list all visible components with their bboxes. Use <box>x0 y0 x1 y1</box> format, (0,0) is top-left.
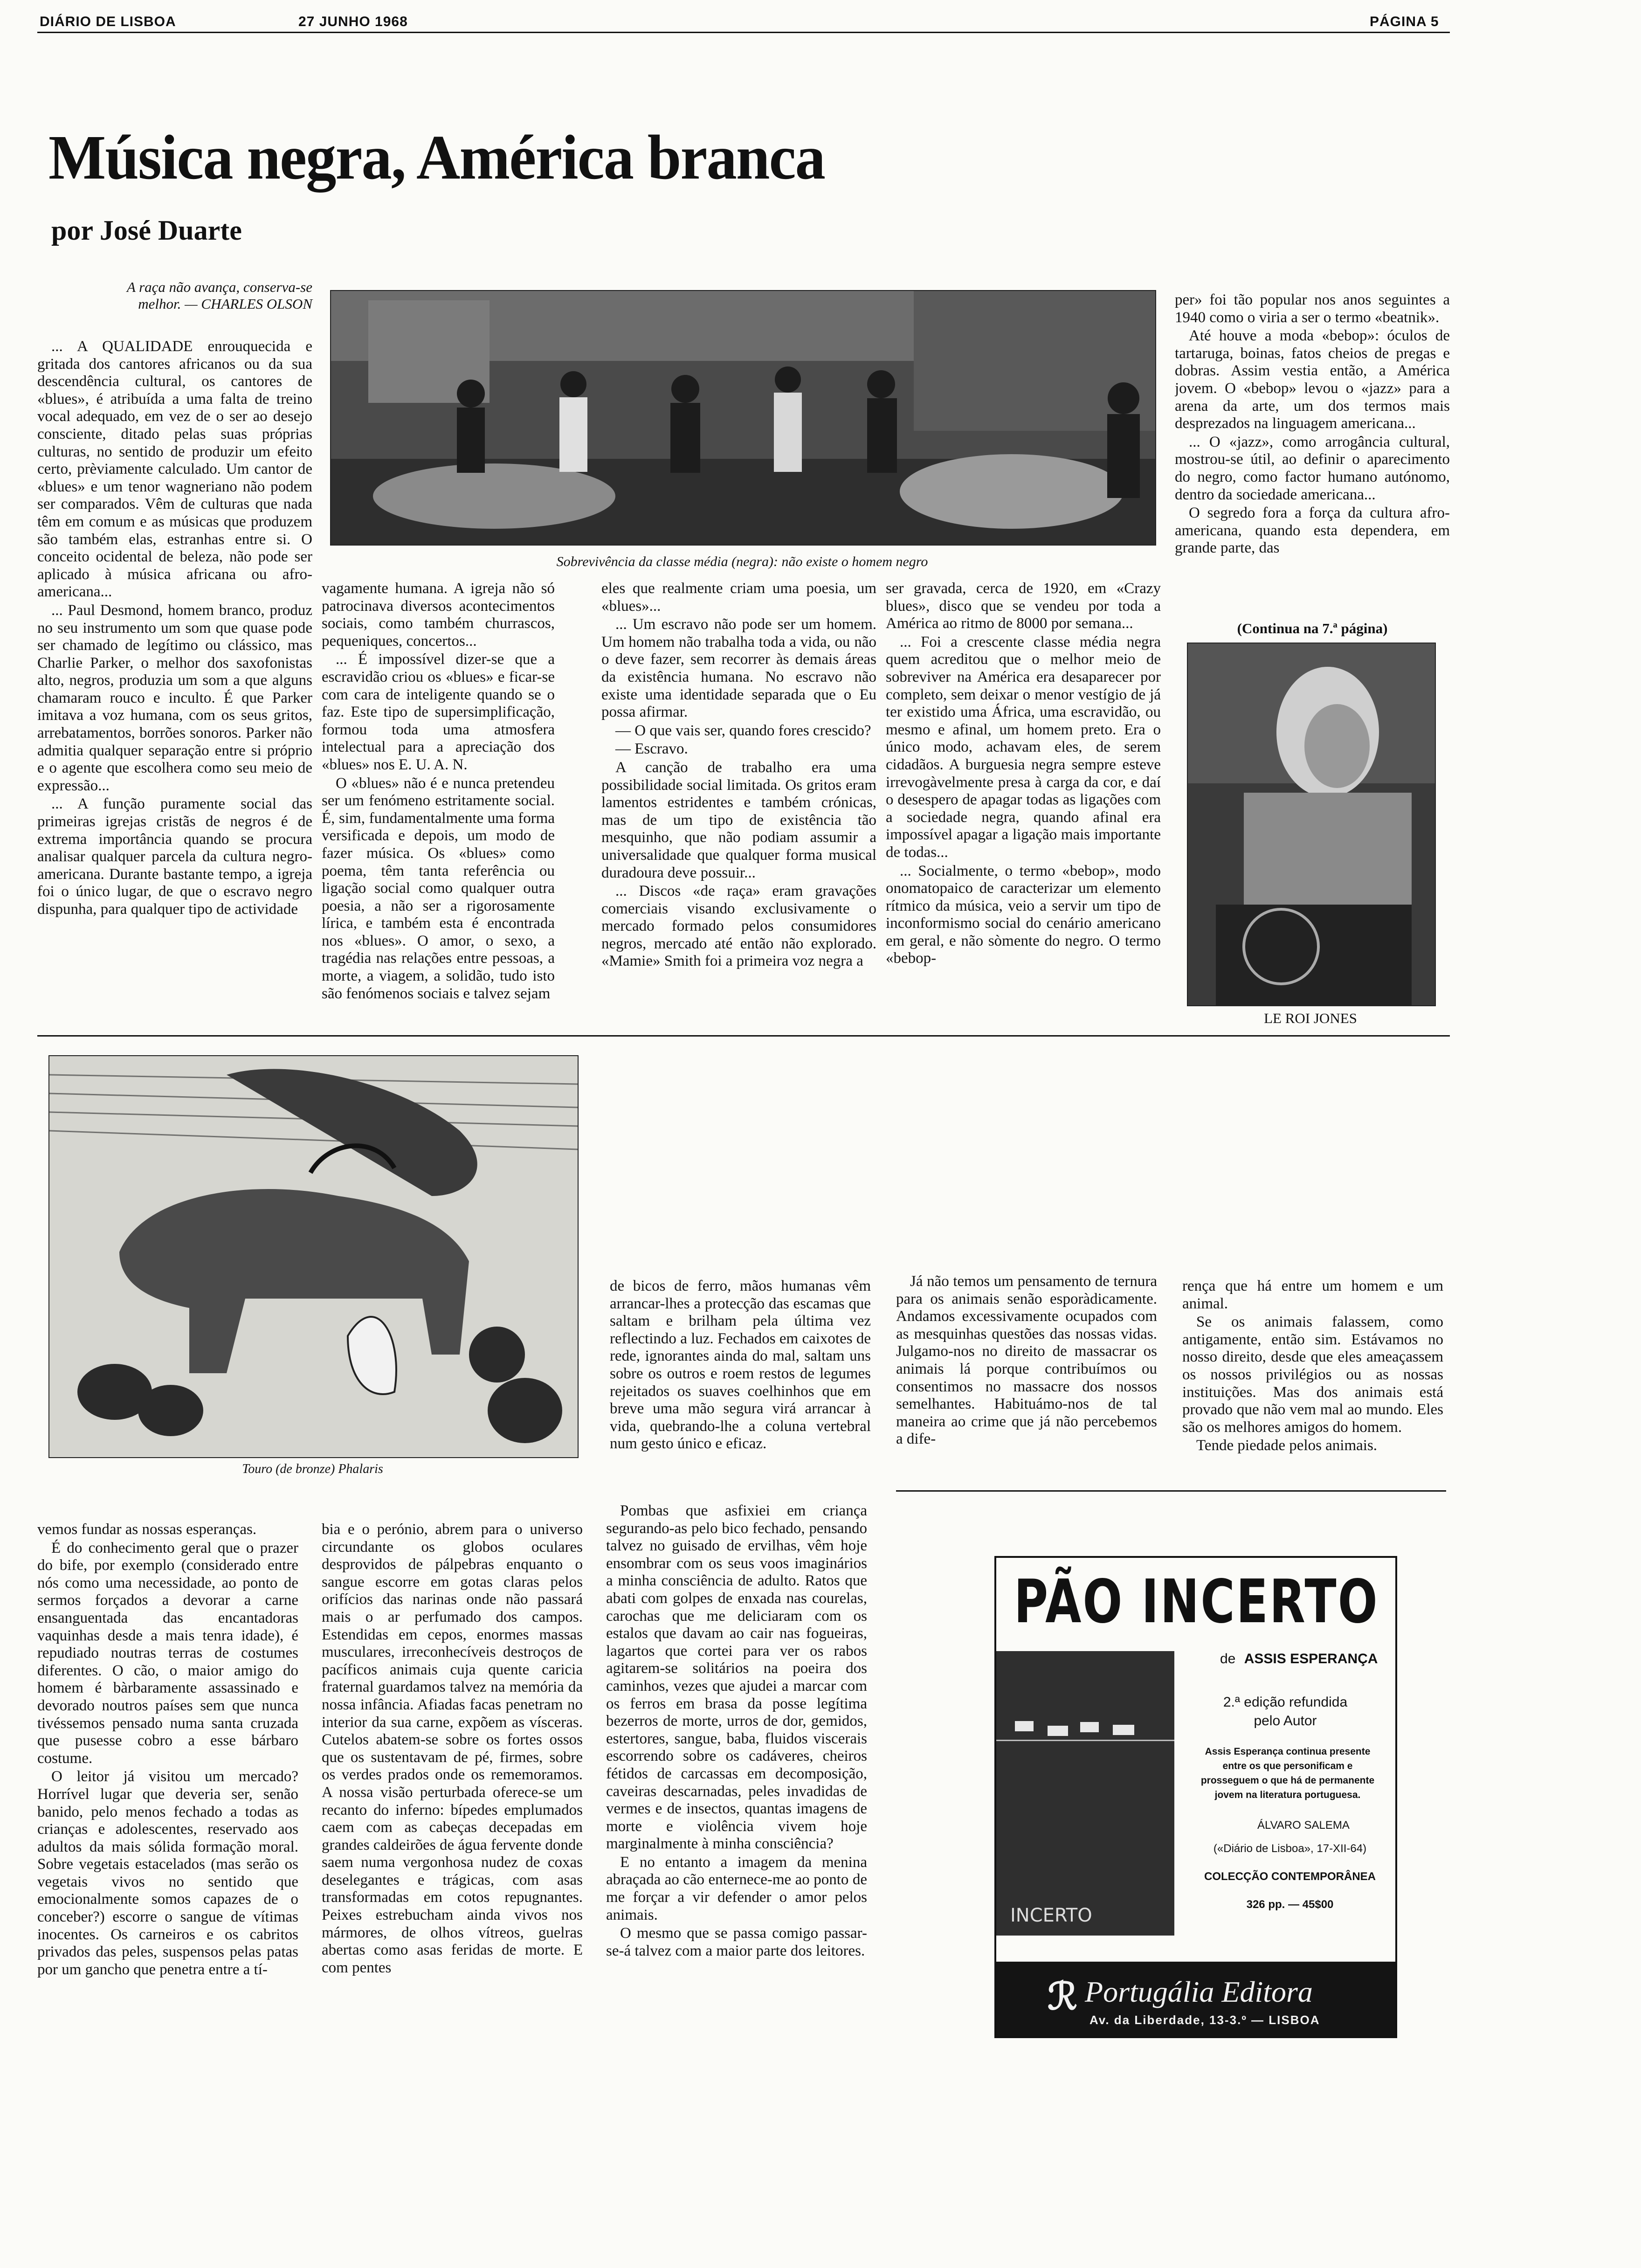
essay-upper-column-1 <box>610 1278 871 1497</box>
ad-edition-line: 2.ª edição refundida <box>1223 1694 1348 1710</box>
ad-author-name: ASSIS ESPERANÇA <box>1244 1651 1378 1666</box>
paragraph: — O que vais ser, quando fores crescido? <box>615 722 871 739</box>
ad-collection: COLECÇÃO CONTEMPORÂNEA <box>1204 1870 1376 1883</box>
article-column-3 <box>601 580 876 1029</box>
paragraph: O leitor já visitou um mercado? Horrível lugar que deveria ser, senão banido, pelo menos fechado a todas as crianças e adolescentes, reservado aos adultos da mais sólida formação moral. Sobre vegetais estacelados (mas serão os vegetais vivos no sentido que emocionalmente somos capazes de o conceber?) escorre o sangue de vítimas inocentes. Os carneiros e os cabritos privados das peles, suspensos pelas patas por um gancho que penetra entre a tí- <box>37 1768 298 1978</box>
publisher-logo-icon: ℛ <box>1048 1977 1077 2018</box>
article-column-1 <box>37 338 312 1028</box>
paragraph: Já não temos um pensamento de ternura para os animais senão esporàdicamente. Andamos excessivamente ocupados com as mesquinhas questões das nossas vidas. Julgamo-nos no direito de massacrar os animais lá porque contribuímos ou consentimos no massacre dos nossos semelhantes. Habituámo-nos de tal maneira ao crime que já não percebemos a dife- <box>896 1273 1157 1448</box>
paragraph: ... Socialmente, o termo «bebop», modo onomatopaico de caracterizar um elemento rítmico da música, veio a servir um tipo de inconformismo social do cenário americano em geral, e não sòmente do negro. O termo «bebop- <box>886 862 1161 967</box>
le-roi-jones-portrait <box>1187 643 1436 1006</box>
epigraph <box>51 279 312 312</box>
paragraph: Até houve a moda «bebop»: óculos de tartaruga, boinas, fatos cheios de pregas e dobras. Assim vestia então, a América jovem. O «bebop» levou o «jazz» para a arena da arte, um dos termos mais desprezados na linguagem americana... <box>1175 327 1450 432</box>
paragraph: vemos fundar as nossas esperanças. <box>37 1521 257 1538</box>
ad-critic: ÁLVARO SALEMA <box>1257 1819 1350 1832</box>
paragraph: O mesmo que se passa comigo passar-se-á talvez com a maior parte dos leitores. <box>606 1925 867 1959</box>
paragraph: É do conhecimento geral que o prazer do bife, por exemplo (considerado entre nós como uma necessidade, ao ponto de sermos forçados a devorar a carne ensanguentada das encantadoras vaquinhas desde a mais tenra idade), é repudiado noutras terras de costumes diferentes. O cão, o maior amigo do homem é bàrbaramente assassinado e devorado noutros países sem que nunca tivéssemos pensado numa santa cruzada que pusesse cobro a esse bárbaro costume. <box>37 1539 298 1767</box>
essay-lower-column-2 <box>322 1521 583 2074</box>
newspaper-name: DIÁRIO DE LISBOA <box>40 14 176 29</box>
bronze-bull-engraving <box>48 1055 579 1458</box>
paragraph: Pombas que asfixiei em criança segurando-as pelo bico fechado, pensando talvez no guisado de ervilhas, vêm hoje ensombrar com os seus voos imaginários a minha consciência de adulto. Ratos que abati com golpes de enxada nas courelas, carochas que me deliciaram com os estalos que davam ao cair nas fogueiras, lagartos que cortei para ver os rabos agitarem-se solitários na poeira dos caminhos, vezes que ajudei a marcar com os ferros em brasa da posse legítima bezerros de morte, urros de dor, gemidos, estertores, sangue, baba, fluidos viscerais escorrendo sobre os cadáveres, cheiros fétidos de carcassas em decomposição, caveiras descarnadas, peles invadidas de vermes e de insectos, quantas imagens de morte e violência vivem hoje marginalmente à minha consciência? <box>606 1502 867 1853</box>
paragraph: — Escravo. <box>615 740 688 758</box>
photo-caption: Sobrevivência da classe média (negra): não existe o homem negro <box>556 554 928 569</box>
crowd-photo <box>330 290 1156 546</box>
paragraph: Tende piedade pelos animais. <box>1196 1437 1378 1454</box>
ad-cover-text: INCERTO <box>1010 1905 1092 1926</box>
essay-lower-column-1 <box>37 1521 298 2074</box>
book-advertisement[interactable] <box>994 1556 1397 2038</box>
engraving-caption: Touro (de bronze) Phalaris <box>242 1462 383 1476</box>
portrait-caption: LE ROI JONES <box>1264 1010 1357 1026</box>
ad-publisher-name: Portugália Editora <box>1085 1975 1313 2008</box>
ad-edition <box>1192 1693 1379 1730</box>
paragraph: A canção de trabalho era uma possibilidade social limitada. Os gritos eram lamentos estridentes e também crónicas, mas de um tipo de existência tão mesquinho, que não podiam assumir a universalidade que qualquer forma musical duradoura deve possuir... <box>601 759 876 881</box>
ad-author-prefix: de <box>1220 1651 1236 1666</box>
article-column-2 <box>322 580 555 1029</box>
article-column-4 <box>886 580 1161 1029</box>
ad-edition-line: pelo Autor <box>1254 1713 1317 1729</box>
ad-book-cover <box>996 1651 1174 1936</box>
header-rule <box>37 32 1450 33</box>
essay-lower-column-3 <box>606 1502 867 2074</box>
paragraph: O segredo fora a força da cultura afro-americana, quando esta dependera, em grande parte, das <box>1175 505 1450 557</box>
paragraph: E no entanto a imagem da menina abraçada ao cão enternece-me ao ponto de me forçar a vir defender o amor pelos animais. <box>606 1853 867 1923</box>
article-byline: por José Duarte <box>51 215 242 246</box>
paragraph: eles que realmente criam uma poesia, um «blues»... <box>601 580 876 615</box>
essay-divider <box>896 1490 1446 1492</box>
paragraph: rença que há entre um homem e um animal. <box>1182 1278 1443 1312</box>
epigraph-line: A raça não avança, conserva-se <box>126 279 312 295</box>
paragraph: vagamente humana. A igreja não só patrocinava diversos acontecimentos sociais, como também churrascos, pequeniques, concertos... <box>322 580 555 650</box>
paragraph: ... É impossível dizer-se que a escravidão criou os «blues» e ficar-se com cara de inteligente quando se o faz. Este tipo de supersimplificação, formou toda uma atmosfera intelectual para a apreciação dos «blues» nos E. U. A. N. <box>322 651 555 773</box>
paragraph: de bicos de ferro, mãos humanas vêm arrancar-lhes a protecção das escamas que saltam e brilham pela última vez reflectindo a luz. Fechados em caixotes de rede, ignorantes ainda do mal, saltam uns sobre os outros e roem restos de legumes rejeitados os suaves coelhinhos que em breve uma mão segura virá arrancar à vida, quebrando-lhe a coluna vertebral num gesto único e eficaz. <box>610 1278 871 1452</box>
paragraph: bia e o perónio, abrem para o universo circundante os globos oculares desprovidos de pálpebras enquanto o sangue escorre em gotas claras pelos orifícios das narinas onde não passará mais o ar perfumado dos campos. Estendidas em cepos, enormes massas musculares, irreconhecíveis destroços de pacíficos animais cuja quente caricia fraternal guardamos talvez na memória da nossa infância. Afiadas facas penetram no interior da sua carne, expõem as vísceras. Cutelos abatem-se sobre os fortes ossos que os sustentavam de pé, firmes, sobre os verdes prados onde os rememoramos. A nossa visão perturbada oferece-se um recanto do inferno: bípedes emplumados caem com as cabeças decepadas em grandes caldeirões de água fervente donde saem numa vergonhosa nudez de coxas deselegantes e trágicas, com asas transformadas em cotos repugnantes. Peixes estrebucham ainda vivos nos mármores, de olhos vítreos, guelras abertas como asas feridas de morte. E com pentes <box>322 1521 583 1976</box>
essay-upper-column-3 <box>1182 1278 1443 1497</box>
paragraph: ... Um escravo não pode ser um homem. Um homem não trabalha toda a vida, ou não o deve fazer, sem recorrer às demais áreas da existência humana. No escravo não existe uma identidade separada que o Eu possa afirmar. <box>601 616 876 721</box>
paragraph: ser gravada, cerca de 1920, em «Crazy blues», disco que se vendeu por toda a América ao ritmo de 8000 por semana... <box>886 580 1161 632</box>
continued-note[interactable]: (Continua na 7.ª página) <box>1237 620 1388 636</box>
section-divider <box>37 1035 1450 1037</box>
paragraph: ... O «jazz», como arrogância cultural, mostrou-se útil, ao definir o aparecimento do negro, como factor humano autónomo, dentro da sociedade americana... <box>1175 433 1450 503</box>
paragraph: ... A QUALIDADE enrouquecida e gritada dos cantores africanos ou da sua descendência cultural, os cantores de «blues», é atribuída a uma falta de treino vocal adequado, em vez de o ser ao desejo consciente, ditado pelas suas próprias culturas, no sentido de produzir um efeito certo, prèviamente calculado. Um cantor de «blues» e um tenor wagneriano não podem ser comparados. Vêm de culturas que nada têm em comum e as músicas que produzem são também elas, estranhas entre si. O conceito ocidental de beleza, não pode ser aplicado à música africana ou afro-americana... <box>37 338 312 601</box>
ad-book-title: PÃO INCERTO <box>1014 1567 1379 1637</box>
paragraph: Se os animais falassem, como antigamente, então sim. Estávamos no nosso direito, desde que eles ameaçassem os nossos privilégios ou as nossas instituições. Mas dos animais está provado que não vem mal ao mundo. Eles são os melhores amigos do homem. <box>1182 1314 1443 1436</box>
article-title: Música negra, América branca <box>48 123 825 193</box>
paragraph: O «blues» não é e nunca pretendeu ser um fenómeno estritamente social. É, sim, fundamentalmente uma forma versificada e depois, um modo de fazer música. Os «blues» como poema, têm tanta referência ou ligação social como qualquer outra poesia, a não ser a rigorosamente lírica, e também esta é encontrada nos «blues». O amor, o sexo, a tragédia nas relações entre pessoas, a morte, a viagem, a solidão, tudo isto são fenómenos sociais e talvez sejam <box>322 774 555 1002</box>
ad-price: 326 pp. — 45$00 <box>1246 1898 1334 1911</box>
issue-date: 27 JUNHO 1968 <box>298 14 408 29</box>
paragraph: ... A função puramente social das primeiras igrejas cristãs de negros é de extrema importância quando se procura analisar qualquer parcela da cultura negro-americana. Durante bastante tempo, a igreja foi o único lugar, de que o escravo negro dispunha, para qualquer tipo de actividade <box>37 795 312 918</box>
paragraph: ... Paul Desmond, homem branco, produz no seu instrumento um som que quase pode ser chamado de legítimo ou clássico, mas Charlie Parker, o melhor dos saxofonistas alto, negros, produzia um som a que alguns chamaram rouco e inculto. É que Parker imitava a voz humana, com os seus gritos, arrebatamentos, borrões sonoros. Parker não admitia qualquer separação entre si próprio e o agente que escolhera como seu meio de expressão... <box>37 602 312 794</box>
ad-publisher-banner <box>996 1962 1395 2036</box>
article-column-5 <box>1175 291 1450 603</box>
paragraph: ... Foi a crescente classe média negra quem acreditou que o melhor meio de sobreviver na América era desaparecer por completo, sem deixar o menor vestígio de já ter existido uma África, uma escravidão, ou mesmo e afinal, um homem preto. Era o único modo, achavam eles, de serem cidadãos. A burguesia negra sempre esteve irrevogàvelmente presa à carga da cor, e daí o desespero de apagar todas as ligações com a sociedade negra, quando afinal era impossível apagar a ligação mais importante de todas... <box>886 633 1161 861</box>
page-number: PÁGINA 5 <box>1370 14 1439 29</box>
paragraph: per» foi tão popular nos anos seguintes a 1940 como o viria a ser o termo «beatnik». <box>1175 291 1450 326</box>
epigraph-attribution: melhor. — CHARLES OLSON <box>138 296 312 312</box>
essay-upper-column-2 <box>896 1273 1157 1497</box>
ad-publisher-address: Av. da Liberdade, 13-3.º — LISBOA <box>1089 2013 1320 2027</box>
ad-author-line <box>1220 1651 1378 1667</box>
paragraph: ... Discos «de raça» eram gravações comerciais visando exclusivamente o mercado formado pelos consumidores negros, mercado até então não explorado. «Mamie» Smith foi a primeira voz negra a <box>601 883 876 970</box>
ad-blurb: Assis Esperança continua presente entre os que personificam e prosseguem o que há de permanente jovem na literatura portuguesa. <box>1200 1746 1375 1800</box>
crowd-photo-image <box>331 291 1155 545</box>
ad-source: («Diário de Lisboa», 17-XII-64) <box>1213 1842 1367 1855</box>
